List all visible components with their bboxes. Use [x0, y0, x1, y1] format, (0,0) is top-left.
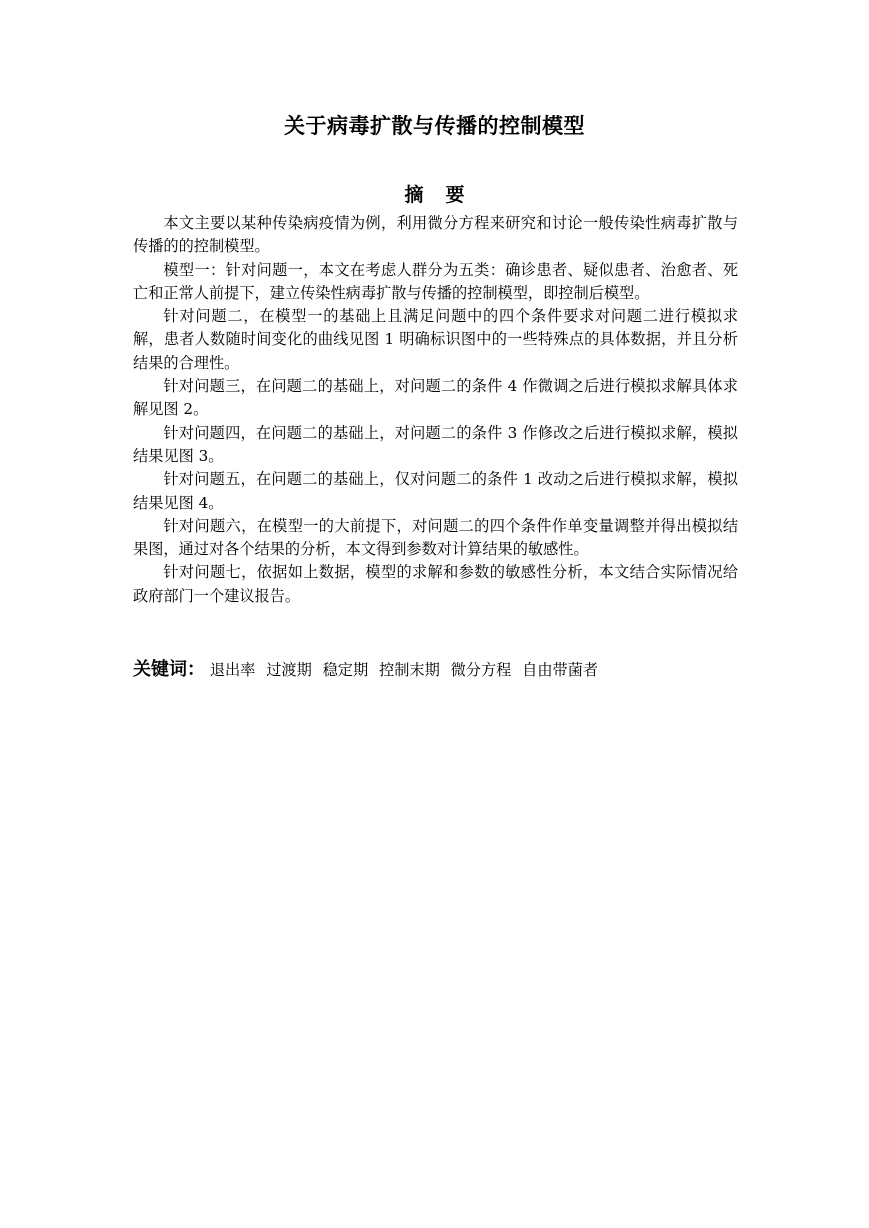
keywords-line [133, 657, 753, 683]
abstract-paragraph: 本文主要以某种传染病疫情为例，利用微分方程来研究和讨论一般传染性病毒扩散与传播的的控制模型。 [133, 214, 738, 256]
abstract-paragraph: 针对问题三，在问题二的基础上，对问题二的条件 4 作微调之后进行模拟求解具体求解见图 2。 [133, 377, 738, 419]
keyword-item: 微分方程 [450, 661, 512, 679]
paper-title: 关于病毒扩散与传播的控制模型 [284, 114, 585, 138]
keyword-item: 自由带菌者 [522, 661, 599, 679]
abstract-paragraph: 针对问题四，在问题二的基础上，对问题二的条件 3 作修改之后进行模拟求解，模拟结果见图 3。 [133, 423, 738, 465]
keyword-item: 稳定期 [322, 661, 369, 679]
abstract-paragraph: 针对问题二，在模型一的基础上且满足问题中的四个条件要求对问题二进行模拟求解，患者人数随时间变化的曲线见图 1 明确标识图中的一些特殊点的具体数据，并且分析结果的合理性。 [133, 307, 738, 372]
keyword-item: 过渡期 [266, 661, 312, 679]
abstract-body [133, 212, 738, 608]
keywords-label: 关键词： [133, 659, 205, 680]
abstract-paragraph: 针对问题五，在问题二的基础上，仅对问题二的条件 1 改动之后进行模拟求解，模拟结果见图 4。 [133, 470, 738, 512]
abstract-heading-char-2: 要 [445, 184, 465, 206]
abstract-paragraph: 模型一：针对问题一，本文在考虑人群分为五类：确诊患者、疑似患者、治愈者、死亡和正常人前提下，建立传染性病毒扩散与传播的控制模型，即控制后模型。 [133, 260, 738, 302]
keyword-item: 退出率 [209, 661, 256, 679]
abstract-paragraph: 针对问题六，在模型一的大前提下，对问题二的四个条件作单变量调整并得出模拟结果图，通过对各个结果的分析，本文得到参数对计算结果的敏感性。 [133, 516, 738, 559]
abstract-heading [0, 180, 869, 207]
keyword-item: 控制末期 [379, 661, 440, 679]
abstract-paragraph: 针对问题七，依据如上数据，模型的求解和参数的敏感性分析，本文结合实际情况给政府部门一个建议报告。 [133, 563, 738, 605]
abstract-heading-char-1: 摘 [404, 184, 424, 206]
